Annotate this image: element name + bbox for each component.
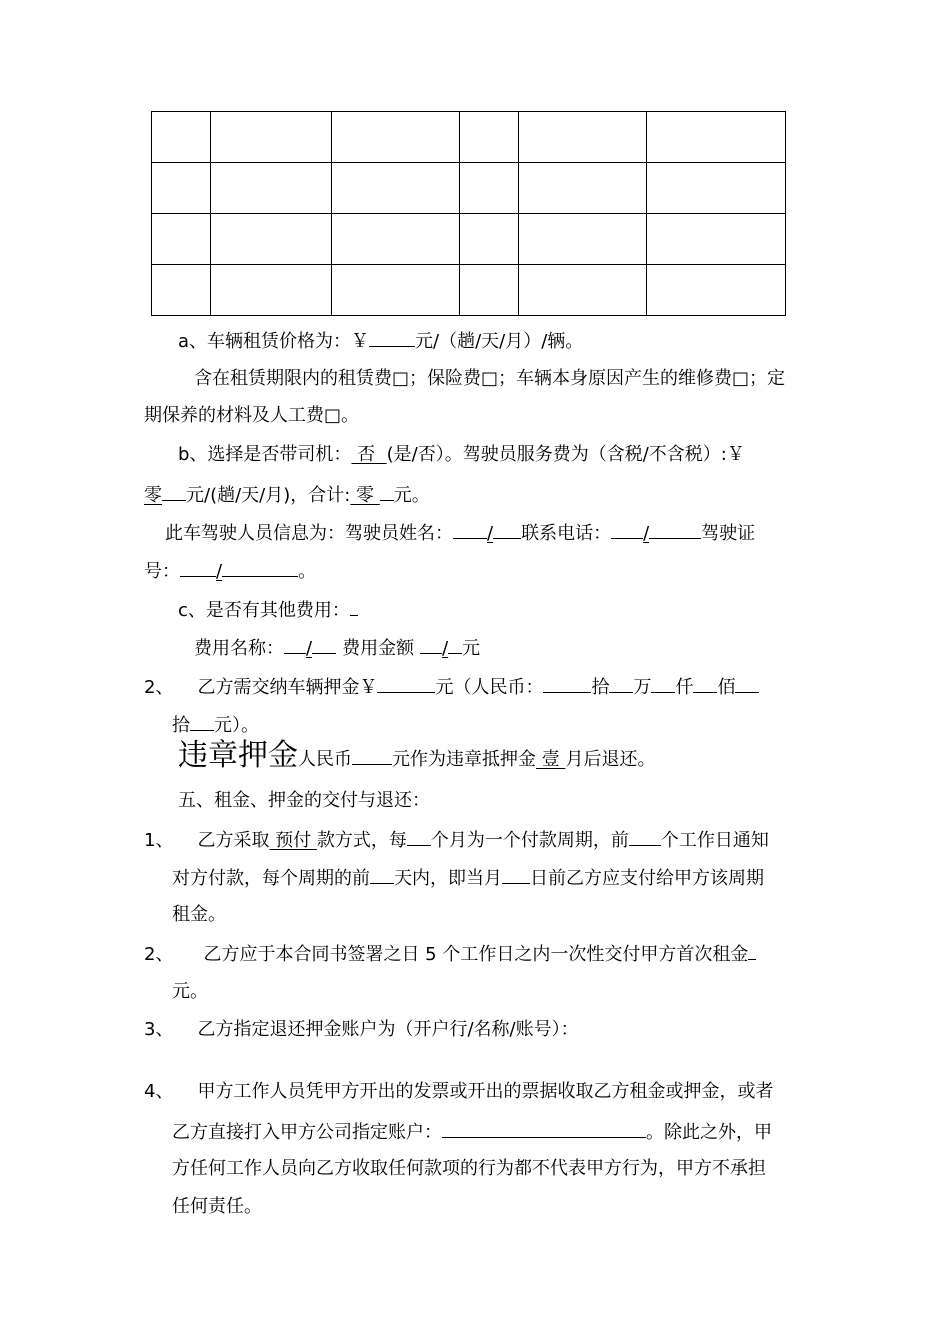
p1-line2c: 日前乙方应支付给甲方该周期 [530, 868, 764, 889]
driver-choice-label: b、选择是否带司机： [178, 444, 352, 465]
table-cell [211, 163, 332, 214]
fee-blank [162, 482, 186, 501]
blank [693, 674, 717, 693]
table-cell [152, 112, 211, 163]
driver-phone-label: 联系电话： [521, 523, 612, 544]
item-number: 3、 [144, 1019, 174, 1040]
rental-price-line [178, 328, 583, 354]
p4-line1: 甲方工作人员凭甲方开出的发票或开出的票据收取乙方租金或押金，或者 [197, 1081, 774, 1102]
blank [448, 635, 462, 654]
p1-line2b: 天内，即当月 [394, 868, 502, 889]
section-5-heading: 五、租金、押金的交付与退还： [178, 790, 430, 811]
payment-item-1-line-1 [144, 827, 769, 853]
license-line [144, 558, 316, 584]
blank [611, 520, 643, 539]
blank [649, 520, 701, 539]
driver-fee-value: 零 [144, 485, 162, 506]
deposit-wan: 万 [633, 677, 652, 698]
table-row [152, 112, 786, 163]
blank [284, 635, 306, 654]
blank [629, 827, 661, 846]
p3-line1: 乙方指定退还押金账户为（开户行/名称/账号）： [197, 1019, 579, 1040]
table-cell [211, 265, 332, 316]
account-blank [442, 1119, 646, 1138]
table-cell [332, 112, 460, 163]
table-cell [647, 163, 786, 214]
blank [350, 597, 358, 616]
table-cell [332, 265, 460, 316]
table-cell [152, 265, 211, 316]
payment-item-3 [144, 1018, 579, 1042]
payment-item-1-line-2 [172, 865, 764, 891]
driver-fee-total: 零 [350, 485, 380, 506]
blank [748, 941, 756, 960]
driver-fee-unit: 元/(趟/天/月)，合计: [186, 485, 351, 506]
violation-deposit-heading: 违章押金 [178, 738, 298, 773]
payment-item-4-line-1 [144, 1080, 773, 1104]
blank [222, 558, 298, 577]
other-fees-label: c、是否有其他费用： [178, 600, 350, 621]
violation-mid: 元作为违章抵押金 [392, 749, 536, 770]
p1-a: 乙方采取 [197, 830, 270, 851]
deposit-line-2 [172, 712, 259, 738]
payment-method: 预付 [269, 830, 317, 851]
p4-line2b: 。除此之外，甲 [646, 1122, 772, 1143]
other-fees-line [178, 597, 358, 623]
table-row [152, 265, 786, 316]
deposit-qian: 仟 [675, 677, 694, 698]
driver-name-label: 此车驾驶人员信息为：驾驶员姓名： [165, 523, 453, 544]
fee-amount-value: / [442, 638, 449, 659]
blank [370, 865, 394, 884]
p1-line2a: 对方付款，每个周期的前 [172, 868, 370, 889]
blank [543, 674, 591, 693]
blank [312, 635, 336, 654]
table-cell [519, 265, 647, 316]
license-label: 号： [144, 561, 180, 582]
violation-month: 壹 [536, 749, 566, 770]
driver-fee-suffix: 元。 [393, 485, 430, 506]
included-fees-line-1: 含在租赁期限内的租赁费□；保险费□；车辆本身原因产生的维修费□；定 [194, 368, 786, 389]
item-number: 2、 [144, 944, 174, 965]
p2-line1: 乙方应于本合同书签署之日 5 个工作日之内一次性交付甲方首次租金 [203, 944, 749, 965]
deposit-rmb-label: 元（人民币： [435, 677, 544, 698]
driver-choice-value: 否 [351, 444, 387, 465]
fee-amount-unit: 元 [462, 638, 481, 659]
rental-price-label: a、车辆租赁价格为：￥ [178, 331, 370, 352]
blank [407, 827, 431, 846]
blank [377, 674, 435, 693]
driver-info-line [165, 520, 755, 546]
item-number: 2、 [144, 677, 174, 698]
blank [651, 674, 675, 693]
fee-detail-line [194, 635, 480, 661]
table-cell [460, 112, 519, 163]
table-cell [519, 112, 647, 163]
license-suffix: 。 [298, 561, 317, 582]
table-cell [460, 163, 519, 214]
table-cell [211, 214, 332, 265]
table-cell [519, 214, 647, 265]
table-cell [647, 112, 786, 163]
included-fees-line-2: 期保养的材料及人工费□。 [144, 405, 360, 426]
payment-item-4-line-4: 任何责任。 [172, 1196, 262, 1217]
table-cell [647, 214, 786, 265]
driver-fee-label: (是/否）。驾驶员服务费为（含税/不含税）:￥ [386, 444, 745, 465]
table-cell [152, 214, 211, 265]
violation-suffix: 月后退还。 [565, 749, 656, 770]
payment-item-1-line-3: 租金。 [172, 904, 226, 925]
blank [609, 674, 633, 693]
violation-rmb-label: 人民币 [298, 749, 352, 770]
deposit-label: 乙方需交纳车辆押金￥ [197, 677, 378, 698]
deposit-suffix: 元）。 [214, 715, 259, 736]
payment-item-2-line-1 [144, 941, 756, 967]
p4-line2a: 乙方直接打入甲方公司指定账户： [172, 1122, 442, 1143]
deposit-shi-2: 拾 [172, 715, 190, 736]
driver-choice-line [178, 443, 745, 467]
rental-price-unit: 元/（趟/天/月）/辆。 [415, 331, 584, 352]
fee-amount-label: 费用金额 [342, 638, 415, 659]
blank [180, 558, 216, 577]
table-cell [332, 214, 460, 265]
blank [420, 635, 442, 654]
fee-name-value: / [306, 638, 313, 659]
item-number: 1、 [144, 830, 174, 851]
driver-name-value: / [487, 523, 494, 544]
blank [190, 712, 214, 731]
payment-item-4-line-3: 方任何工作人员向乙方收取任何款项的行为都不代表甲方行为，甲方不承担 [172, 1158, 766, 1179]
table-cell [152, 163, 211, 214]
deposit-line [144, 674, 759, 700]
table-row [152, 163, 786, 214]
deposit-bai: 佰 [717, 677, 736, 698]
blank [453, 520, 487, 539]
blank [735, 674, 759, 693]
driver-license-label: 驾驶证 [701, 523, 756, 544]
p1-d: 个工作日通知 [660, 830, 769, 851]
deposit-shi: 拾 [591, 677, 610, 698]
p1-c: 个月为一个付款周期，前 [430, 830, 629, 851]
payment-item-2-line-2: 元。 [172, 981, 208, 1002]
table-cell [647, 265, 786, 316]
blank [352, 746, 392, 765]
table-cell [519, 163, 647, 214]
fee-name-label: 费用名称： [194, 638, 284, 659]
table-cell [211, 112, 332, 163]
driver-phone-value: / [643, 523, 650, 544]
blank [502, 865, 530, 884]
driver-fee-line [144, 482, 430, 508]
total-blank [380, 482, 394, 501]
price-blank [369, 328, 415, 347]
table-cell [460, 214, 519, 265]
item-number: 4、 [144, 1081, 174, 1102]
license-value: / [216, 561, 223, 582]
table-cell [332, 163, 460, 214]
blank-vehicle-table [151, 111, 786, 316]
table-row [152, 214, 786, 265]
violation-deposit-line [178, 736, 655, 780]
blank [493, 520, 521, 539]
payment-item-4-line-2 [172, 1119, 772, 1145]
p1-b: 款方式，每 [316, 830, 407, 851]
table-cell [460, 265, 519, 316]
